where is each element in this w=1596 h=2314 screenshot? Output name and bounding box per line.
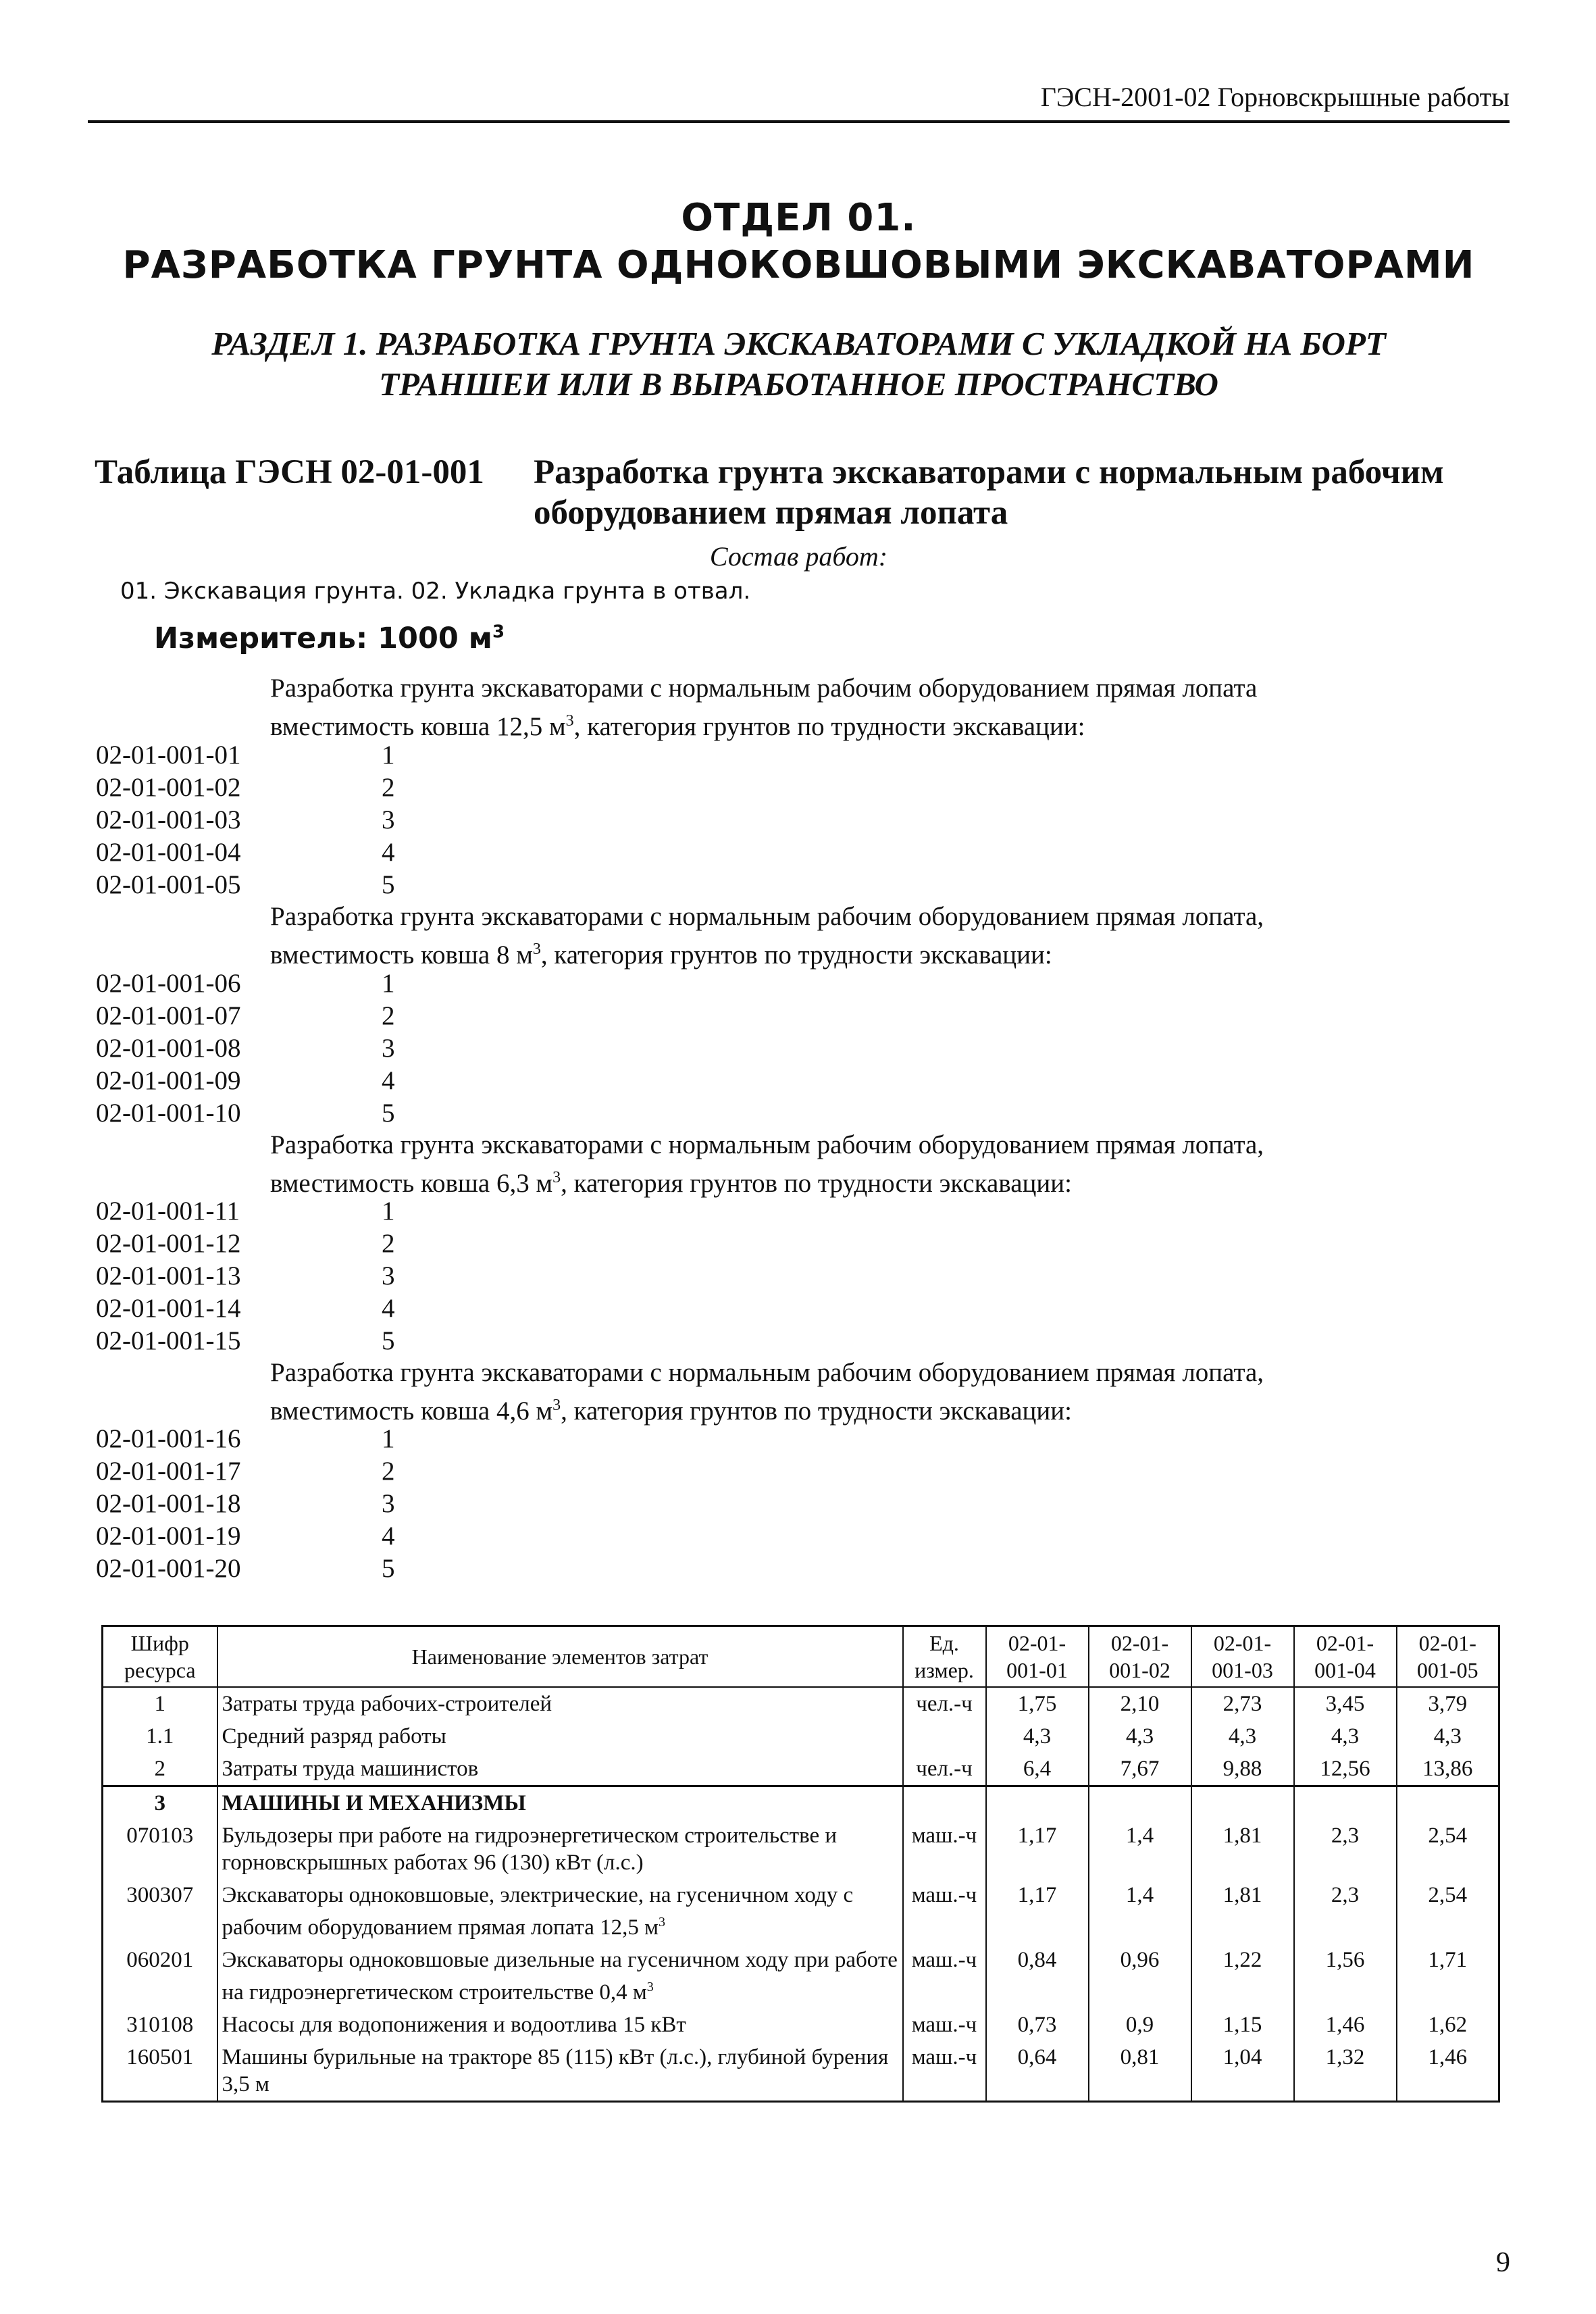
value-cell: 1,17 <box>986 1819 1089 1879</box>
value-cell: 4,3 <box>1397 1720 1499 1753</box>
group-description: Разработка грунта экскаваторами с нормальным рабочим оборудованием прямая лопата, вместимость ковша 4,6 $м^3$, категория грунтов по трудности экскавации: <box>270 1358 1264 1426</box>
value-cell: 4,3 <box>1191 1720 1294 1753</box>
value-cell: 1,46 <box>1294 2009 1397 2041</box>
value-cell: 4,3 <box>1089 1720 1191 1753</box>
norm-code: 02-01-001-16 <box>96 1424 241 1453</box>
soil-category: 3 <box>382 1034 395 1063</box>
resource-code: 3 <box>103 1786 217 1820</box>
works-description: 01. Экскавация грунта. 02. Укладка грунта в отвал. <box>120 578 751 605</box>
norm-code: 02-01-001-20 <box>96 1554 241 1583</box>
norm-code: 02-01-001-09 <box>96 1066 241 1095</box>
resource-code: 060201 <box>103 1944 217 2009</box>
value-cell: 1,71 <box>1397 1944 1499 2009</box>
cost-element-name: Затраты труда машинистов <box>217 1753 903 1786</box>
group-description: Разработка грунта экскаваторами с нормальным рабочим оборудованием прямая лопата, вместимость ковша 8 $м^3$, категория грунтов по трудности экскавации: <box>270 902 1264 970</box>
table-row <box>103 1944 1499 2009</box>
value-cell: 2,3 <box>1294 1879 1397 1944</box>
soil-category: 4 <box>382 1294 395 1323</box>
group-description: Разработка грунта экскаваторами с нормальным рабочим оборудованием прямая лопата вместимость ковша 12,5 $м^3$, категория грунтов по трудности экскавации: <box>270 674 1258 741</box>
norm-code: 02-01-001-08 <box>96 1034 241 1063</box>
value-cell: 13,86 <box>1397 1753 1499 1786</box>
value-cell: 0,64 <box>986 2041 1089 2102</box>
unit: чел.-ч <box>903 1753 986 1786</box>
norm-code: 02-01-001-10 <box>96 1099 241 1128</box>
value-cell: 1,62 <box>1397 2009 1499 2041</box>
unit <box>903 1720 986 1753</box>
value-cell: 0,73 <box>986 2009 1089 2041</box>
header-rule <box>88 120 1510 123</box>
header-col: 02-01- 001-03 <box>1191 1626 1294 1688</box>
value-cell: 0,81 <box>1089 2041 1191 2102</box>
soil-category: 5 <box>382 870 395 899</box>
soil-category: 5 <box>382 1554 395 1583</box>
value-cell: 2,54 <box>1397 1819 1499 1879</box>
value-cell: 1,56 <box>1294 1944 1397 2009</box>
value-cell: 1,81 <box>1191 1819 1294 1879</box>
norm-code: 02-01-001-04 <box>96 838 241 867</box>
unit: чел.-ч <box>903 1687 986 1720</box>
cost-element-name: Машины бурильные на тракторе 85 (115) кВт (л.с.), глубиной бурения 3,5 м <box>217 2041 903 2102</box>
soil-category: 3 <box>382 805 395 834</box>
norm-code: 02-01-001-01 <box>96 740 241 770</box>
resource-code: 070103 <box>103 1819 217 1879</box>
soil-category: 2 <box>382 1001 395 1030</box>
value-cell: 3,79 <box>1397 1687 1499 1720</box>
value-cell: 1,75 <box>986 1687 1089 1720</box>
norm-code: 02-01-001-18 <box>96 1489 241 1518</box>
value-cell: 1,4 <box>1089 1819 1191 1879</box>
value-cell: 1,4 <box>1089 1879 1191 1944</box>
header-name: Наименование элементов затрат <box>217 1626 903 1688</box>
resource-code: 1.1 <box>103 1720 217 1753</box>
value-cell: 1,17 <box>986 1879 1089 1944</box>
header-col: 02-01- 001-02 <box>1089 1626 1191 1688</box>
soil-category: 2 <box>382 1457 395 1486</box>
soil-category: 1 <box>382 1424 395 1453</box>
resource-code: 2 <box>103 1753 217 1786</box>
resource-code: 160501 <box>103 2041 217 2102</box>
value-cell: 1,15 <box>1191 2009 1294 2041</box>
value-cell: 4,3 <box>1294 1720 1397 1753</box>
cost-element-name: Экскаваторы одноковшовые, электрические, на гусеничном ходу с рабочим оборудованием прямая лопата 12,5 $м^3$ <box>217 1879 903 1944</box>
unit: маш.-ч <box>903 1944 986 2009</box>
soil-category: 1 <box>382 969 395 998</box>
soil-category: 3 <box>382 1261 395 1290</box>
table-header-row <box>103 1626 1499 1688</box>
section-title-line2: ТРАНШЕИ ИЛИ В ВЫРАБОТАННОЕ ПРОСТРАНСТВО <box>379 366 1218 403</box>
value-cell: 1,04 <box>1191 2041 1294 2102</box>
value-cell: 9,88 <box>1191 1753 1294 1786</box>
table-title-line2: оборудованием прямая лопата <box>534 494 1008 532</box>
value-cell: 1,81 <box>1191 1879 1294 1944</box>
norm-code: 02-01-001-06 <box>96 969 241 998</box>
cost-element-name: Затраты труда рабочих-строителей <box>217 1687 903 1720</box>
value-cell: 0,9 <box>1089 2009 1191 2041</box>
soil-category: 4 <box>382 838 395 867</box>
section-heading: МАШИНЫ И МЕХАНИЗМЫ <box>217 1786 903 1820</box>
norm-code: 02-01-001-19 <box>96 1521 241 1551</box>
soil-category: 1 <box>382 740 395 770</box>
section-row <box>103 1786 1499 1820</box>
cost-element-name: Средний разряд работы <box>217 1720 903 1753</box>
soil-category: 3 <box>382 1489 395 1518</box>
value-cell: 6,4 <box>986 1753 1089 1786</box>
cost-element-name: Экскаваторы одноковшовые дизельные на гусеничном ходу при работе на гидроэнергетическом строительстве 0,4 $м^3$ <box>217 1944 903 2009</box>
section-title-line1: РАЗДЕЛ 1. РАЗРАБОТКА ГРУНТА ЭКСКАВАТОРАМИ С УКЛАДКОЙ НА БОРТ <box>211 325 1386 362</box>
table-row <box>103 1819 1499 1879</box>
norm-code: 02-01-001-03 <box>96 805 241 834</box>
unit: маш.-ч <box>903 2041 986 2102</box>
running-header: ГЭСН-2001-02 Горновскрышные работы <box>1040 82 1510 112</box>
value-cell: 2,3 <box>1294 1819 1397 1879</box>
composition-heading: Состав работ: <box>709 541 888 572</box>
value-cell: 0,84 <box>986 1944 1089 2009</box>
table-title-line1: Разработка грунта экскаваторами с нормальным рабочим <box>534 453 1444 491</box>
norm-code: 02-01-001-07 <box>96 1001 241 1030</box>
norm-code: 02-01-001-02 <box>96 773 241 802</box>
soil-category: 4 <box>382 1066 395 1095</box>
value-cell: 1,32 <box>1294 2041 1397 2102</box>
soil-category: 2 <box>382 1229 395 1258</box>
table-row <box>103 2009 1499 2041</box>
cost-element-name: Насосы для водопонижения и водоотлива 15 кВт <box>217 2009 903 2041</box>
table-row <box>103 1753 1499 1786</box>
value-cell: 1,46 <box>1397 2041 1499 2102</box>
soil-category: 4 <box>382 1521 395 1551</box>
header-col: 02-01- 001-05 <box>1397 1626 1499 1688</box>
value-cell: 0,96 <box>1089 1944 1191 2009</box>
table-row <box>103 1879 1499 1944</box>
resource-code: 1 <box>103 1687 217 1720</box>
meter-label: Измеритель: 1000 $м^3$ <box>154 622 505 655</box>
value-cell: 7,67 <box>1089 1753 1191 1786</box>
norm-code: 02-01-001-11 <box>96 1197 240 1226</box>
soil-category: 5 <box>382 1326 395 1355</box>
department-subtitle: РАЗРАБОТКА ГРУНТА ОДНОКОВШОВЫМИ ЭКСКАВАТОРАМИ <box>122 243 1475 287</box>
header-col: 02-01- 001-04 <box>1294 1626 1397 1688</box>
header-col: 02-01- 001-01 <box>986 1626 1089 1688</box>
cost-element-name: Бульдозеры при работе на гидроэнергетическом строительстве и горновскрышных работах 96 (130) кВт (л.с.) <box>217 1819 903 1879</box>
table-row <box>103 2041 1499 2102</box>
table-row <box>103 1720 1499 1753</box>
group-description: Разработка грунта экскаваторами с нормальным рабочим оборудованием прямая лопата, вместимость ковша 6,3 $м^3$, категория грунтов по трудности экскавации: <box>270 1130 1264 1198</box>
header-code: Шифр ресурса <box>103 1626 217 1688</box>
unit: маш.-ч <box>903 1819 986 1879</box>
value-cell: 1,22 <box>1191 1944 1294 2009</box>
value-cell: 2,73 <box>1191 1687 1294 1720</box>
value-cell: 3,45 <box>1294 1687 1397 1720</box>
norm-code: 02-01-001-12 <box>96 1229 241 1258</box>
soil-category: 1 <box>382 1197 395 1226</box>
value-cell: 12,56 <box>1294 1753 1397 1786</box>
soil-category: 5 <box>382 1099 395 1128</box>
unit: маш.-ч <box>903 1879 986 1944</box>
norm-code: 02-01-001-15 <box>96 1326 241 1355</box>
norm-code: 02-01-001-17 <box>96 1457 241 1486</box>
table-label: Таблица ГЭСН 02-01-001 <box>95 453 484 491</box>
value-cell: 2,10 <box>1089 1687 1191 1720</box>
resource-code: 310108 <box>103 2009 217 2041</box>
page-number: 9 <box>1496 2247 1510 2278</box>
resource-code: 300307 <box>103 1879 217 1944</box>
unit: маш.-ч <box>903 2009 986 2041</box>
department-title: ОТДЕЛ 01. <box>681 196 917 240</box>
soil-category: 2 <box>382 773 395 802</box>
norm-code: 02-01-001-14 <box>96 1294 241 1323</box>
value-cell: 4,3 <box>986 1720 1089 1753</box>
table-row <box>103 1687 1499 1720</box>
norm-code: 02-01-001-13 <box>96 1261 241 1290</box>
cost-table <box>101 1625 1500 2103</box>
header-unit: Ед. измер. <box>903 1626 986 1688</box>
norm-code: 02-01-001-05 <box>96 870 241 899</box>
value-cell: 2,54 <box>1397 1879 1499 1944</box>
